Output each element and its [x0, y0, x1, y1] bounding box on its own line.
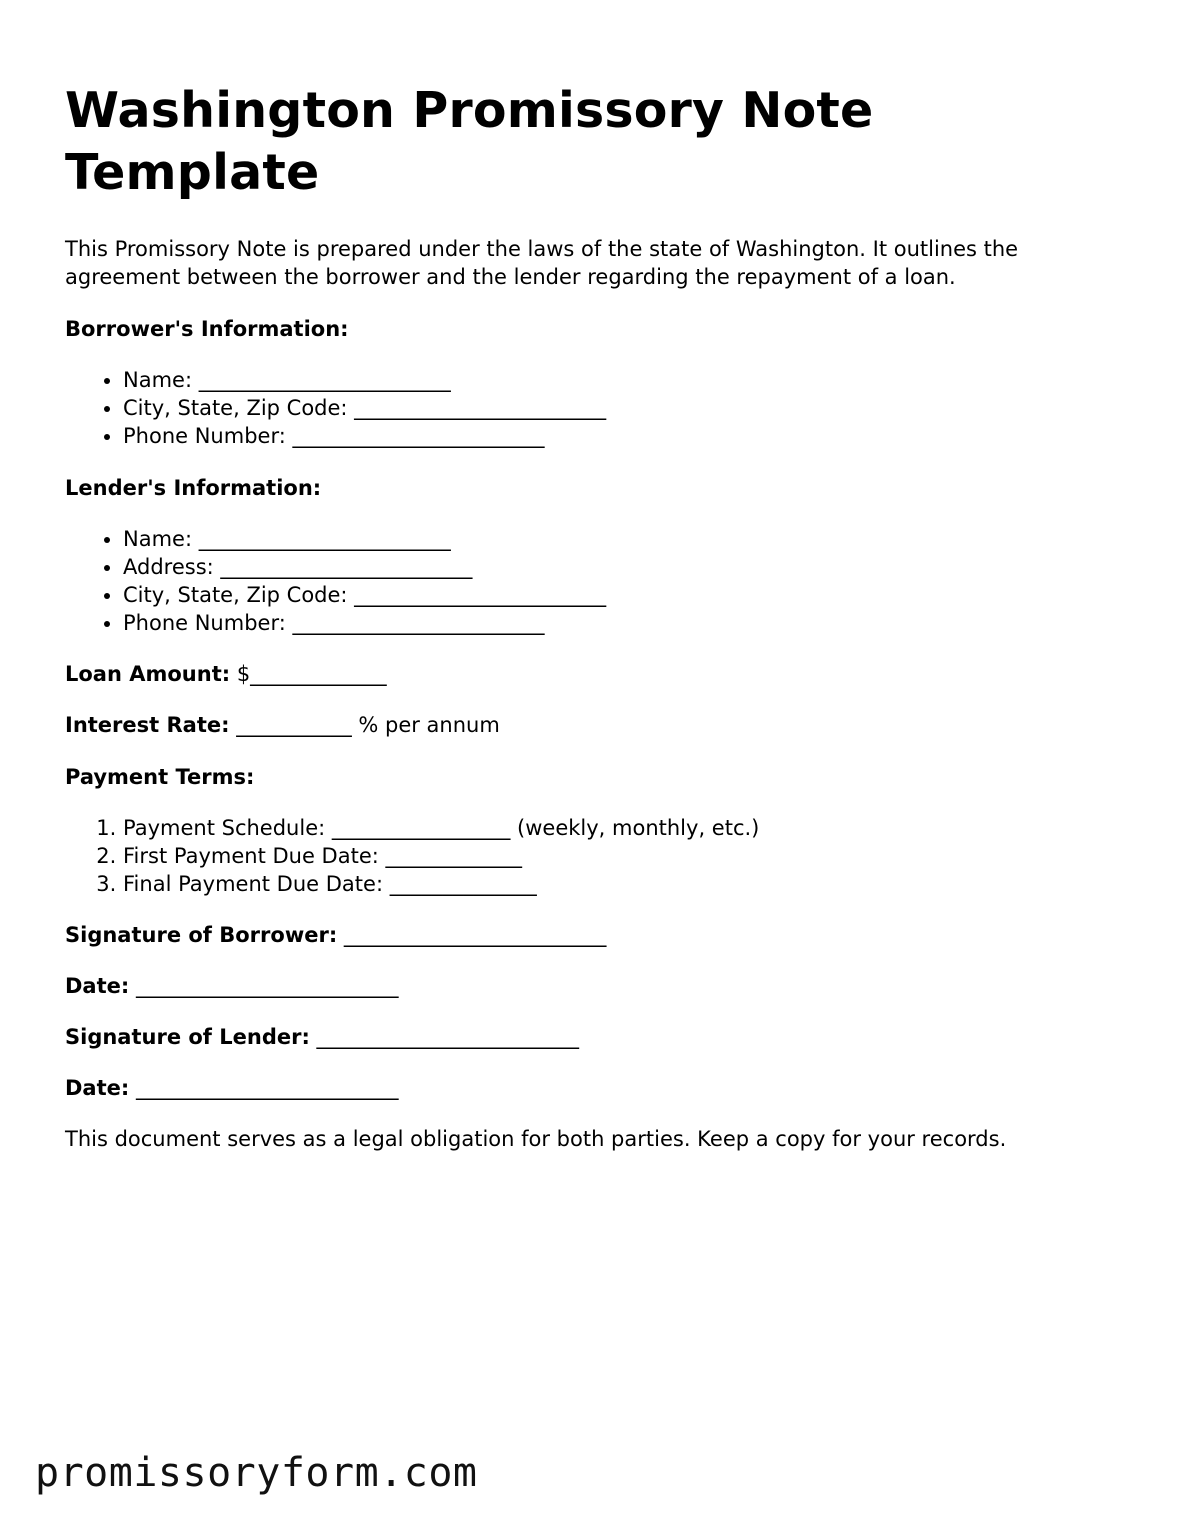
first-payment-due-date-field: 2. First Payment Due Date: _____________ [123, 842, 1135, 870]
borrower-signature-blank: _________________________ [337, 923, 607, 947]
page-title: Washington Promissory Note Template [65, 82, 874, 201]
borrower-signature-line [65, 921, 1135, 949]
lender-phone-field: • Phone Number: ________________________ [123, 609, 1135, 637]
interest-rate-line [65, 711, 1135, 739]
borrower-info-list [65, 366, 1135, 450]
lender-city-state-zip-field: • City, State, Zip Code: ________________________ [123, 581, 1135, 609]
lender-date-blank: _________________________ [129, 1076, 399, 1100]
lender-date-label: Date: [65, 1076, 130, 1100]
interest-rate-label: Interest Rate: [65, 713, 230, 737]
interest-rate-blank: ___________ % per annum [229, 713, 500, 737]
final-payment-due-date-field: 3. Final Payment Due Date: ______________ [123, 870, 1135, 898]
site-watermark: promissoryform.com [35, 1450, 478, 1496]
closing-paragraph: This document serves as a legal obligation for both parties. Keep a copy for your records. [65, 1127, 1007, 1151]
lender-signature-blank: _________________________ [309, 1025, 580, 1049]
loan-amount-label: Loan Amount: [65, 662, 231, 686]
loan-amount-line [65, 660, 1135, 688]
payment-schedule-field: 1. Payment Schedule: _________________ (weekly, monthly, etc.) [123, 814, 1135, 842]
intro-paragraph: This Promissory Note is prepared under the laws of the state of Washington. It outlines the agreement between the borrower and the lender regarding the repayment of a loan. [65, 237, 1019, 289]
document-page [65, 80, 1135, 1153]
borrower-date-blank: _________________________ [129, 974, 399, 998]
borrower-name-field: • Name: ________________________ [123, 366, 1135, 394]
lender-address-field: • Address: ________________________ [123, 553, 1135, 581]
borrower-date-line [65, 972, 1135, 1000]
lender-name-field: • Name: ________________________ [123, 525, 1135, 553]
borrower-signature-label: Signature of Borrower: [65, 923, 338, 947]
borrower-heading: Borrower's Information: [65, 317, 349, 341]
lender-heading: Lender's Information: [65, 476, 322, 500]
loan-amount-blank: $_____________ [230, 662, 387, 686]
borrower-city-state-zip-field: • City, State, Zip Code: ________________________ [123, 394, 1135, 422]
payment-terms-heading: Payment Terms: [65, 765, 255, 789]
payment-terms-list [65, 814, 1135, 898]
lender-signature-label: Signature of Lender: [65, 1025, 310, 1049]
lender-date-line [65, 1074, 1135, 1102]
lender-signature-line [65, 1023, 1135, 1051]
lender-info-list [65, 525, 1135, 637]
borrower-date-label: Date: [65, 974, 130, 998]
borrower-phone-field: • Phone Number: ________________________ [123, 422, 1135, 450]
